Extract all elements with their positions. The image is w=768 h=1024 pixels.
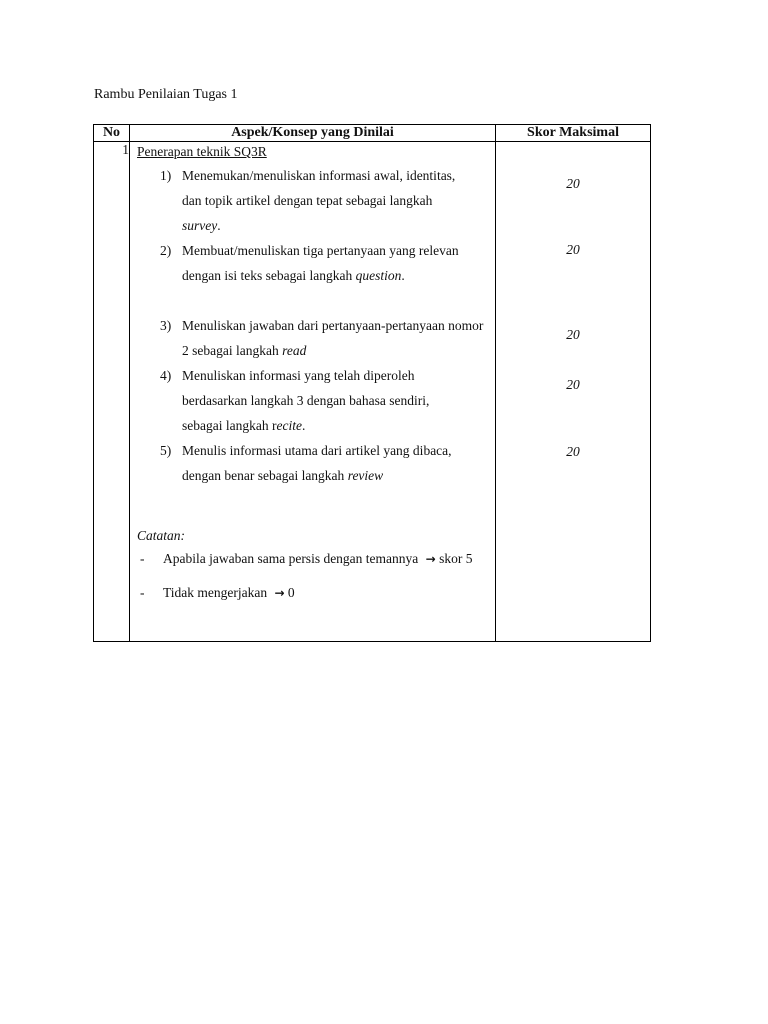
item-text: Menuliskan jawaban dari pertanyaan-pertanyaan nomor 2 sebagai langkah read	[182, 318, 484, 358]
catatan-label: Catatan:	[137, 528, 186, 543]
score-value: 20	[566, 377, 580, 392]
document-title: Rambu Penilaian Tugas 1	[94, 87, 238, 102]
item-text: Menemukan/menuliskan informasi awal, identitas, dan topik artikel dengan tepat sebagai langkah survey.	[182, 168, 456, 233]
score-value: 20	[566, 444, 580, 459]
table-row	[94, 142, 651, 642]
note-text: Apabila jawaban sama persis dengan temannya → skor 5	[163, 551, 473, 566]
score-value: 20	[566, 327, 580, 342]
header-aspek: Aspek/Konsep yang Dinilai	[130, 125, 496, 142]
aspek-cell	[130, 142, 496, 642]
item-number: 2)	[160, 243, 172, 258]
section-title: Penerapan teknik SQ3R	[137, 144, 267, 159]
row-number: 1	[94, 142, 130, 642]
note-dash: -	[140, 551, 145, 566]
table-header-row	[94, 125, 651, 142]
list-item	[160, 363, 490, 438]
note-item	[140, 551, 480, 567]
note-item	[140, 585, 480, 601]
list-item	[160, 163, 490, 238]
item-number: 1)	[160, 168, 172, 183]
item-text: Menulis informasi utama dari artikel yang dibaca, dengan benar sebagai langkah review	[182, 443, 452, 483]
note-text: Tidak mengerjakan → 0	[163, 585, 295, 600]
list-item	[160, 438, 490, 488]
list-item	[160, 238, 490, 288]
item-number: 4)	[160, 368, 172, 383]
list-item	[160, 313, 490, 363]
header-no: No	[94, 125, 130, 142]
right-arrow-icon: →	[425, 552, 436, 566]
score-value: 20	[566, 176, 580, 191]
item-text: Membuat/menuliskan tiga pertanyaan yang relevan dengan isi teks sebagai langkah question.	[182, 243, 459, 283]
right-arrow-icon: →	[274, 586, 285, 600]
item-number: 3)	[160, 318, 172, 333]
item-text: Menuliskan informasi yang telah diperoleh berdasarkan langkah 3 dengan bahasa sendiri, sebagai langkah recite.	[182, 368, 430, 433]
skor-cell	[496, 142, 651, 642]
rubric-table	[93, 124, 651, 642]
header-skor: Skor Maksimal	[496, 125, 651, 142]
note-dash: -	[140, 585, 145, 600]
score-value: 20	[566, 242, 580, 257]
item-number: 5)	[160, 443, 172, 458]
